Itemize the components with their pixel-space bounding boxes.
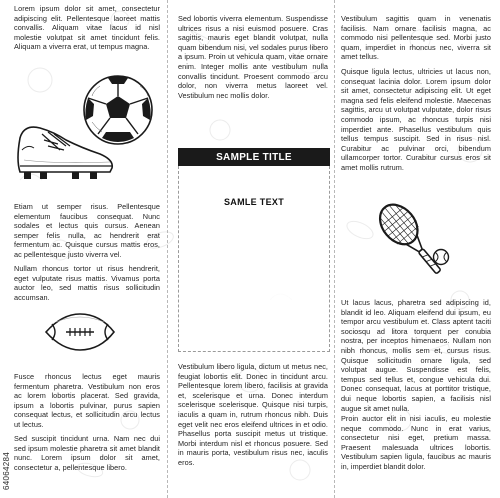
left-text-2: Etiam ut semper risus. Pellentesque elementum faucibus consequat. Nunc sodales et lectus quis cursus. Aenean semper felis nulla, ac hendrerit erat fermentum ac. Quisque cursus mattis eros, ac pellentesque justo viverra vel. [14,202,160,259]
middle-paragraph-1 [178,14,328,100]
fold-line-right [334,0,335,498]
left-text-1: Lorem ipsum dolor sit amet, consectetur adipiscing elit. Pellentesque laoreet mattis convallis. Aliquam vitae lacus id nisl molestie volutpat sit amet tincidunt felis. Aliquam a viverra erat, ut tempus magna. [14,4,160,52]
right-text-4: Proin auctor elit in nisi iaculis, eu molestie neque commodo. Nunc in erat varius, consectetur nisi eget, pretium massa. Praesent malesuada ultrices lobortis. Vestibulum sapien ligula, faucibus ac mauris in, imperdiet blandit dolor. [341,414,491,471]
fold-line-left [167,0,168,498]
tennis-ball-icon [432,248,450,266]
left-paragraph-4 [14,372,160,430]
stock-watermark-id: 64064284 [2,452,11,490]
right-paragraph-4 [341,414,491,472]
left-paragraph-5 [14,434,160,472]
cover-title: SAMPLE TITLE [178,148,330,166]
left-text-3: Nullam rhoncus tortor ut risus hendrerit, eget vulputate risus mattis. Vivamus porta auctor leo, sed mattis risus sollicitudin accumsan. [14,264,160,302]
right-text-2: Quisque ligula lectus, ultricies ut lacus non, consequat lacinia dolor. Lorem ipsum dolor sit amet, consectetur adipiscing elit. Ut eget magna sed felis eleifend molestie. Maecenas sagittis, arcu ut volutpat vulputate, dolor risus commodo ipsum, ac rhoncus turpis nisi imperdiet ante. Phasellus vestibulum quis tellus tempus suscipit. Sed in risus nisl. Curabitur ac pulvinar orci, bibendum ullamcorper tortor. Curabitur cursus eros sit amet mollis rutrum. [341,67,491,172]
cleat-shoe-icon [14,120,118,182]
right-text-3: Ut lacus lacus, pharetra sed adipiscing id, blandit id leo. Aliquam eleifend dui ipsum, eu tempor arcu vestibulum et. Class aptent taciti sociosqu ad litora torquent per conubia nostra, per inceptos himenaeos. Nullam non nibh rhoncus, mollis sem et, cursus risus. Quisque sollicitudin ornare ligula, sed volutpat augue. Suspendisse est felis, tempus sed tellus et, congue vehicula dui. Donec consequat, lacus at porttitor tristique, dui neque lobortis sapien, a facilisis nisl augue sit amet nulla. [341,298,491,413]
left-text-5: Sed suscipit tincidunt urna. Nam nec dui sed ipsum molestie pharetra sit amet blandit nunc. Lorem ipsum dolor sit amet, consectetur a, pellentesque libero. [14,434,160,472]
middle-paragraph-2 [178,362,328,468]
right-paragraph-1 [341,14,491,62]
middle-text-2: Vestibulum libero ligula, dictum ut metus nec, feugiat lobortis elit. Donec in tincidunt arcu. Pellentesque lorem libero, facilisis at gravida et, scelerisque et urna. Donec interdum scelerisque scelerisque. Quisque nisi turpis, iaculis a quam in, rutrum rhoncus nibh. Duis eget velit nec eros eleifend ultrices in et odio. Phasellus porta suscipit metus ut tristique. Morbi interdum nisl et rhoncus posuere. Sed in mauris porta, vestibulum risus nec, iaculis eros. [178,362,328,467]
left-paragraph-3 [14,264,160,302]
tennis-racket-icon [356,194,466,284]
rugby-ball-icon [42,312,118,352]
right-paragraph-3 [341,298,491,413]
right-paragraph-2 [341,67,491,173]
left-text-4: Fusce rhoncus lectus eget mauris fermentum pharetra. Vestibulum non eros ac lorem lobortis placerat. Sed gravida, ipsum a lobortis pulvinar, purus sapien consequat lectus, et sollicitudin arcu lectus ut lectus. [14,372,160,429]
cover-frame [178,166,330,352]
left-paragraph-1 [14,4,160,52]
left-paragraph-2 [14,202,160,260]
cover-subtitle: SAMLE TEXT [223,197,284,207]
right-text-1: Vestibulum sagittis quam in venenatis facilisis. Nam ornare facilisis magna, ac commodo nisi pellentesque sed. Morbi justo quam, imperdiet in rhoncus nec, viverra sit amet tellus. [341,14,491,62]
middle-text-1: Sed lobortis viverra elementum. Suspendisse ultrices risus a nisi euismod posuere. Cras sagittis, mauris eget blandit volutpat, nulla quam bibendum nisi, vel sodales purus libero a ipsum. Proin ut vehicula quam, vitae ornare enim. Integer mollis ante vestibulum nulla convallis tincidunt. Proesent commodo arcu dolor, non viverra metus laoreet vel. Vestibulum nec mollis dolor. [178,14,328,100]
